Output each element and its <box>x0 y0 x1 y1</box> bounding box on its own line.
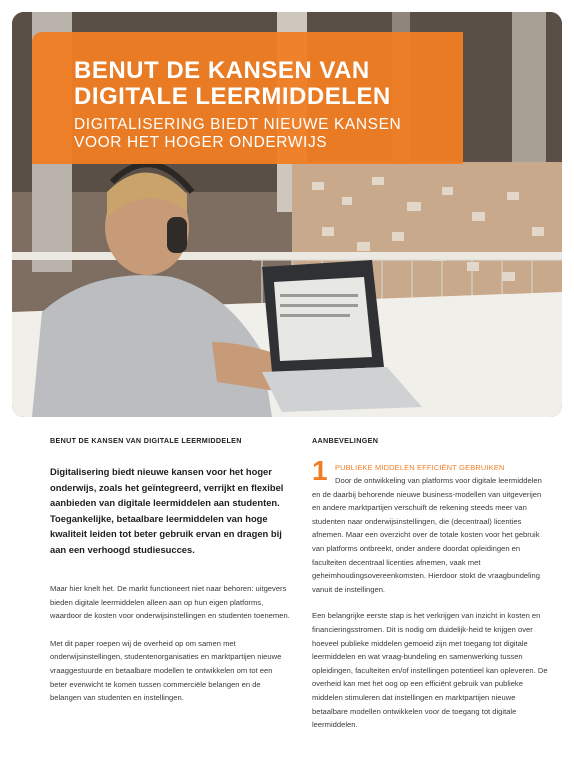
title-block <box>74 58 424 152</box>
page-subtitle: DIGITALISERING BIEDT NIEUWE KANSEN VOOR HET HOGER ONDERWIJS <box>74 116 402 151</box>
recommendation-title: PUBLIEKE MIDDELEN EFFICIËNT GEBRUIKEN <box>335 463 505 472</box>
recommendation-paragraph-1-text: Door de ontwikkeling van platforms voor digitale leermiddelen en de daarbij behorende nieuwe business-modellen van uitgeverijen en andere marktpartijen verschuift de rekening steeds meer van studenten naar onderwijsinstellingen, die (decentraal) licenties afnemen. Maar een overzicht over de totale kosten voor het gebruik van platforms ontbreekt, onder andere doordat opleidingen en faculteiten decentraal licenties afnemen, vaak met geheimhoudingsovereenkomsten. Hierdoor stokt de vraagbundeling vanuit de instellingen. <box>312 476 542 594</box>
left-column <box>50 436 290 705</box>
page-title: BENUT DE KANSEN VAN DIGITALE LEERMIDDELEN <box>74 57 391 110</box>
left-paragraph-2: Met dit paper roepen wij de overheid op om samen met onderwijsinstellingen, studentenorganisaties en marktpartijen nieuwe vraaggestuurde en betaalbare modellen te ontwikkelen om tot een beter evenwicht te komen tussen commerciële belangen en de belangen van studenten en instellingen. <box>50 638 282 703</box>
lead-paragraph: Digitalisering biedt nieuwe kansen voor het hoger onderwijs, zoals het geïntegreerd, verrijkt en flexibel aanbieden van digitale leermiddelen aan studenten. Toegankelijke, betaalbare leermiddelen van hoge kwaliteit leiden tot beter gebruik ervan en dragen bij aan een verhoogd studiesucces. <box>50 466 284 555</box>
recommendation-paragraph-2: Een belangrijke eerste stap is het verkrijgen van inzicht in kosten en financieringsstromen. Dit is nodig om duidelijk-heid te krijgen over hoeveel publieke middelen gemoeid zijn met toegang tot digitale leermiddelen en wat vraag-bundeling en samenwerking tussen opleidingen, faculteiten en/of instellingen potentieel kan opleveren. De overheid kan met het oog op een efficiënt gebruik van publieke middelen stimuleren dat instellingen en marktpartijen nieuwe betaalbare modellen ontwikkelen voor de toegang tot digitale leermiddelen. <box>312 611 548 730</box>
left-section-heading: BENUT DE KANSEN VAN DIGITALE LEERMIDDELEN <box>50 436 242 445</box>
recommendation-number: 1 <box>312 455 328 486</box>
right-column <box>312 436 548 732</box>
recommendations-heading: AANBEVELINGEN <box>312 436 379 445</box>
recommendation-paragraph-1 <box>312 474 548 596</box>
recommendation-1 <box>312 455 548 732</box>
left-paragraph-1: Maar hier knelt het. De markt functioneert niet naar behoren: uitgevers bieden digitale leermiddelen alleen aan op hun eigen platforms, waardoor de kosten voor onderwijsinstellingen en studenten toenemen. <box>50 584 290 621</box>
